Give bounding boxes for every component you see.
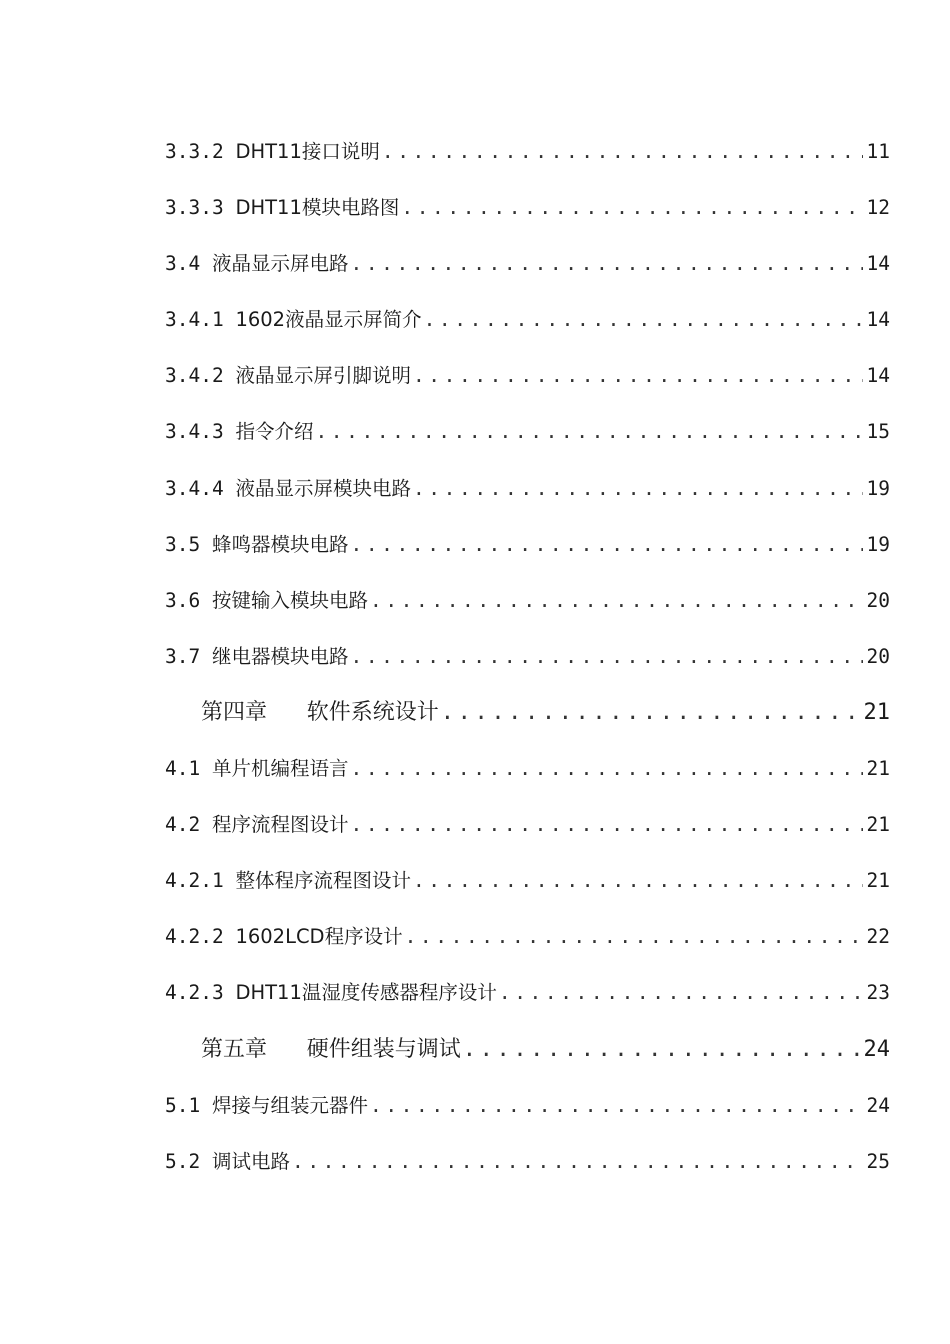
toc-entry[interactable]: [165, 193, 890, 249]
toc-entry-number: 5.1: [165, 1093, 201, 1117]
toc-entry-number: 3.4.3: [165, 420, 224, 444]
toc-entry[interactable]: [165, 922, 890, 978]
dot-leader: [401, 193, 862, 223]
toc-entry-title: 按键输入模块电路: [211, 588, 368, 612]
toc-entry-title: 单片机编程语言: [211, 757, 349, 781]
toc-entry-page-number: 14: [866, 308, 890, 332]
toc-entry-number: 第四章: [201, 699, 268, 725]
dot-leader: [413, 474, 863, 504]
dot-leader: [292, 1147, 863, 1177]
toc-entry-number: 4.2.3: [165, 981, 224, 1005]
toc-entry[interactable]: [165, 249, 890, 305]
toc-chapter-entry[interactable]: [165, 698, 890, 754]
toc-entry-title: DHT11温湿度传感器程序设计: [235, 981, 497, 1005]
toc-entry-number: 4.1: [165, 757, 201, 781]
toc-entry-number: 3.5: [165, 532, 201, 556]
toc-entry-page-number: 24: [866, 1093, 890, 1117]
toc-entry-gap: [224, 305, 236, 335]
toc-entry-page-number: 11: [866, 140, 890, 163]
dot-leader: [413, 866, 863, 896]
dot-leader: [370, 1091, 863, 1121]
toc-entry-gap: [267, 1035, 307, 1065]
toc-entry-title: 软件系统设计: [306, 699, 439, 725]
dot-leader: [413, 361, 863, 391]
toc-entry-page-number: 20: [866, 588, 890, 612]
toc-entry-page-number: 22: [866, 925, 890, 949]
dot-leader: [351, 249, 863, 279]
dot-leader: [351, 642, 863, 672]
dot-leader: [382, 137, 863, 167]
toc-entry-gap: [224, 866, 236, 896]
toc-entry-page-number: 21: [866, 813, 890, 837]
toc-entry-gap: [200, 1147, 212, 1177]
toc-entry-number: 3.4: [165, 252, 201, 276]
toc-entry-page-number: 21: [866, 757, 890, 781]
toc-entry-number: 4.2.2: [165, 925, 224, 949]
toc-entry[interactable]: [165, 305, 890, 361]
toc-entry-title: 液晶显示屏模块电路: [235, 476, 411, 500]
toc-entry-gap: [200, 249, 212, 279]
toc-entry-title: 液晶显示屏引脚说明: [235, 364, 411, 388]
toc-entry-gap: [224, 193, 236, 223]
toc-entry-page-number: 12: [866, 196, 890, 220]
toc-entry-number: 3.3.3: [165, 196, 224, 220]
toc-entry-gap: [200, 586, 212, 616]
toc-entry-page-number: 23: [866, 981, 890, 1005]
toc-entry-gap: [224, 922, 236, 952]
toc-entry[interactable]: [165, 1147, 890, 1203]
toc-entry-number: 3.6: [165, 588, 201, 612]
table-of-contents: [165, 137, 890, 1203]
toc-entry-title: 液晶显示屏电路: [211, 252, 349, 276]
toc-entry[interactable]: [165, 417, 890, 473]
toc-entry-gap: [200, 810, 212, 840]
toc-entry[interactable]: [165, 530, 890, 586]
toc-entry[interactable]: [165, 754, 890, 810]
toc-entry-title: 整体程序流程图设计: [235, 869, 411, 893]
toc-entry-gap: [224, 137, 236, 167]
dot-leader: [351, 530, 863, 560]
toc-entry-number: 3.7: [165, 644, 201, 668]
toc-entry-page-number: 15: [866, 420, 890, 444]
dot-leader: [405, 922, 863, 952]
toc-entry-gap: [200, 1091, 212, 1121]
toc-entry-gap: [200, 642, 212, 672]
toc-entry-title: 程序流程图设计: [211, 813, 349, 837]
toc-entry-title: DHT11模块电路图: [235, 196, 400, 220]
dot-leader: [370, 586, 863, 616]
toc-entry-title: 蜂鸣器模块电路: [211, 532, 349, 556]
toc-entry-number: 3.4.1: [165, 308, 224, 332]
toc-entry-title: 焊接与组装元器件: [211, 1093, 368, 1117]
toc-entry[interactable]: [165, 866, 890, 922]
toc-entry-title: 硬件组装与调试: [306, 1036, 461, 1062]
dot-leader: [463, 1035, 860, 1065]
toc-entry-page-number: 21: [866, 869, 890, 893]
toc-entry-title: 1602液晶显示屏简介: [235, 308, 422, 332]
toc-entry-page-number: 19: [866, 476, 890, 500]
toc-entry-page-number: 25: [866, 1149, 890, 1173]
toc-entry-gap: [224, 417, 236, 447]
toc-entry[interactable]: [165, 137, 890, 193]
toc-entry-number: 4.2.1: [165, 869, 224, 893]
toc-entry-title: DHT11接口说明: [235, 140, 380, 163]
toc-entry-gap: [224, 978, 236, 1008]
dot-leader: [351, 754, 863, 784]
toc-entry-gap: [224, 361, 236, 391]
toc-entry-title: 继电器模块电路: [211, 644, 349, 668]
toc-entry-number: 3.3.2: [165, 140, 224, 163]
toc-entry-number: 3.4.4: [165, 476, 224, 500]
toc-entry-title: 指令介绍: [235, 420, 314, 444]
toc-entry-page-number: 21: [863, 699, 890, 725]
toc-entry-page-number: 14: [866, 364, 890, 388]
toc-entry-number: 4.2: [165, 813, 201, 837]
dot-leader: [499, 978, 863, 1008]
toc-entry-title: 调试电路: [211, 1149, 290, 1173]
toc-entry[interactable]: [165, 978, 890, 1034]
toc-entry-gap: [200, 754, 212, 784]
toc-entry-gap: [224, 474, 236, 504]
toc-entry[interactable]: [165, 474, 890, 530]
toc-entry[interactable]: [165, 586, 890, 642]
toc-entry[interactable]: [165, 810, 890, 866]
dot-leader: [315, 417, 862, 447]
toc-entry-page-number: 19: [866, 532, 890, 556]
toc-entry-title: 1602LCD程序设计: [235, 925, 403, 949]
dot-leader: [441, 698, 860, 728]
toc-entry-number: 第五章: [201, 1036, 268, 1062]
toc-entry[interactable]: [165, 1091, 890, 1147]
toc-entry-gap: [267, 698, 307, 728]
toc-entry-page-number: 14: [866, 252, 890, 276]
toc-entry-gap: [200, 530, 212, 560]
toc-chapter-entry[interactable]: [165, 1035, 890, 1091]
toc-entry[interactable]: [165, 361, 890, 417]
toc-entry-number: 5.2: [165, 1149, 201, 1173]
dot-leader: [351, 810, 863, 840]
toc-entry-page-number: 20: [866, 644, 890, 668]
dot-leader: [424, 305, 863, 335]
toc-entry-number: 3.4.2: [165, 364, 224, 388]
toc-entry-page-number: 24: [863, 1036, 890, 1062]
toc-entry[interactable]: [165, 642, 890, 698]
